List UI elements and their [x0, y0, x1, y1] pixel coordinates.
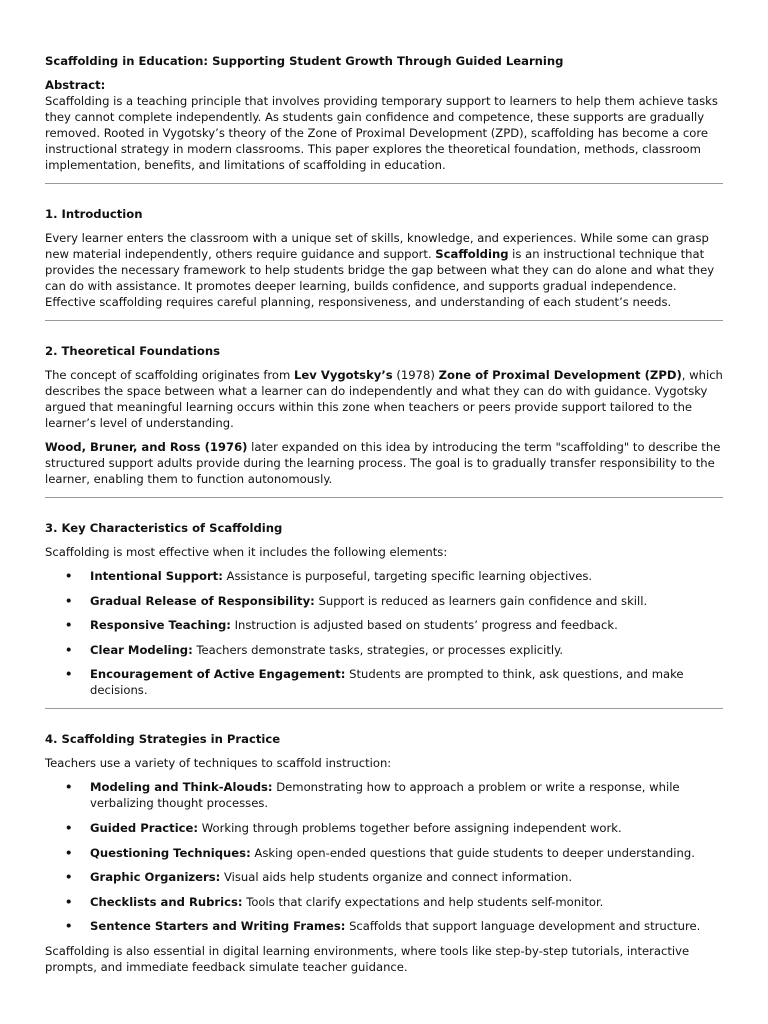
- bullet-list: [45, 568, 723, 698]
- text-run: Every learner enters the classroom with a unique set of skills, knowledge, and experiences. While some can grasp new material independently, others require guidance and support.: [45, 231, 709, 261]
- item-text: Tools that clarify expectations and help students self-monitor.: [242, 894, 604, 909]
- list-item: [45, 820, 723, 836]
- list-item: [45, 918, 723, 934]
- bullet-list: [45, 779, 723, 934]
- paragraph: [45, 367, 723, 431]
- abstract-label: Abstract:: [45, 78, 106, 92]
- text-run: (1978): [392, 368, 439, 382]
- paragraph: [45, 230, 723, 310]
- item-text: Assistance is purposeful, targeting specific learning objectives.: [222, 569, 593, 583]
- item-text: Teachers demonstrate tasks, strategies, or processes explicitly.: [192, 642, 564, 657]
- text-run: The concept of scaffolding originates from: [45, 368, 294, 382]
- list-item: [45, 779, 723, 811]
- bold-term: Graphic Organizers:: [90, 870, 221, 885]
- item-text: Visual aids help students organize and connect information.: [220, 870, 573, 885]
- bold-term: Modeling and Think-Alouds:: [90, 780, 273, 795]
- bold-term: Clear Modeling:: [90, 642, 193, 657]
- bold-term: Sentence Starters and Writing Frames:: [90, 919, 346, 934]
- item-text: Asking open-ended questions that guide students to deeper understanding.: [250, 845, 695, 860]
- bold-term: Gradual Release of Responsibility:: [90, 593, 315, 608]
- item-text: Students are prompted to think, ask questions, and make decisions.: [90, 667, 684, 698]
- section-key-characteristics: [45, 520, 723, 698]
- document-title: Scaffolding in Education: Supporting Student Growth Through Guided Learning: [45, 54, 564, 68]
- section-theoretical-foundations: [45, 343, 723, 487]
- bold-term: Scaffolding: [435, 247, 509, 261]
- section-heading: 1. Introduction: [45, 207, 143, 221]
- paragraph: Scaffolding is also essential in digital learning environments, where tools like step-by-step tutorials, interactive prompts, and immediate feedback simulate teacher guidance.: [45, 943, 690, 974]
- bold-term: Wood, Bruner, and Ross (1976): [45, 440, 248, 454]
- list-item: [45, 642, 723, 658]
- list-item: [45, 666, 723, 698]
- section-introduction: [45, 206, 723, 310]
- paragraph: Teachers use a variety of techniques to scaffold instruction:: [45, 756, 392, 771]
- text-run: later expanded on this idea by introducing the term "scaffolding" to describe the structured support adults provide during the learning process. The goal is to gradually transfer responsibility to the learner, enabling them to function autonomously.: [45, 440, 721, 486]
- bold-term: Checklists and Rubrics:: [90, 894, 243, 909]
- bold-term: Questioning Techniques:: [90, 845, 251, 860]
- list-item: [45, 568, 723, 584]
- item-text: Scaffolds that support language development and structure.: [345, 919, 701, 934]
- list-item: [45, 894, 723, 910]
- section-divider: [45, 708, 723, 709]
- section-heading: 3. Key Characteristics of Scaffolding: [45, 521, 283, 535]
- list-item: [45, 593, 723, 609]
- item-text: Support is reduced as learners gain confidence and skill.: [314, 593, 648, 608]
- paragraph: [45, 439, 723, 487]
- item-text: Instruction is adjusted based on students’ progress and feedback.: [230, 618, 618, 633]
- section-divider: [45, 320, 723, 321]
- list-item: [45, 869, 723, 885]
- section-divider: [45, 183, 723, 184]
- paragraph: Scaffolding is most effective when it includes the following elements:: [45, 545, 448, 559]
- list-item: [45, 617, 723, 633]
- bold-term: Zone of Proximal Development (ZPD): [438, 368, 682, 382]
- abstract-text: Scaffolding is a teaching principle that involves providing temporary support to learners to help them achieve tasks they cannot complete independently. As students gain confidence and competence, these supports are gradually removed. Rooted in Vygotsky’s theory of the Zone of Proximal Development (ZPD), scaffolding has become a core instructional strategy in modern classrooms. This paper explores the theoretical foundation, methods, classroom implementation, benefits, and limitations of scaffolding in education.: [45, 94, 718, 172]
- abstract-section: [45, 77, 723, 173]
- bold-term: Lev Vygotsky’s: [294, 368, 393, 382]
- section-strategies: [45, 731, 723, 975]
- section-heading: 4. Scaffolding Strategies in Practice: [45, 732, 281, 747]
- text-run: is an instructional technique that provides the necessary framework to help students bridge the gap between what they can do alone and what they can do with assistance. It promotes deeper learning, builds confidence, and supports gradual independence. Effective scaffolding requires careful planning, responsiveness, and understanding of each student’s needs.: [45, 247, 715, 309]
- bold-term: Guided Practice:: [90, 820, 199, 835]
- list-item: [45, 845, 723, 861]
- section-heading: 2. Theoretical Foundations: [45, 344, 220, 358]
- item-text: Working through problems together before assigning independent work.: [198, 820, 622, 835]
- section-divider: [45, 497, 723, 498]
- bold-term: Intentional Support:: [90, 569, 223, 583]
- text-run: , which describes the space between what a learner can do independently and what they can do with guidance. Vygotsky argued that meaningful learning occurs within this zone when teachers or peers provide support tailored to the learner’s level of understanding.: [45, 368, 723, 430]
- bold-term: Encouragement of Active Engagement:: [90, 667, 346, 682]
- bold-term: Responsive Teaching:: [90, 618, 231, 633]
- item-text: Demonstrating how to approach a problem or write a response, while verbalizing thought processes.: [90, 780, 680, 811]
